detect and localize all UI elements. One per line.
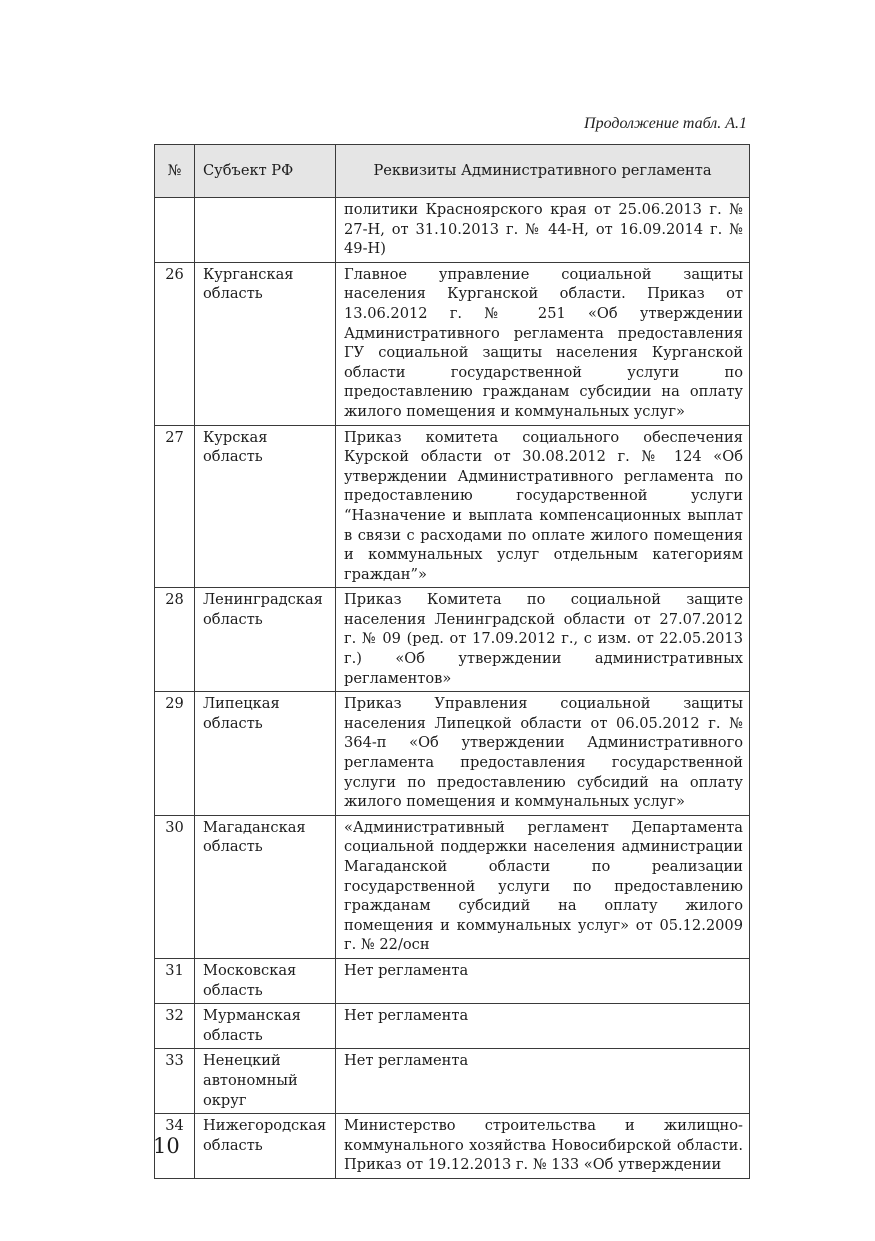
- row-number: 27: [155, 425, 195, 588]
- row-subject: Курская область: [195, 425, 336, 588]
- header-number: №: [155, 145, 195, 198]
- row-number: 33: [155, 1049, 195, 1114]
- row-requisites: Нет регламента: [336, 1004, 750, 1049]
- table-row: [155, 1049, 750, 1114]
- row-subject: Нижегородская область: [195, 1114, 336, 1179]
- row-subject: [195, 198, 336, 263]
- row-requisites: Приказ Комитета по социальной защите населения Ленинградской области от 27.07.2012 г. № 09 (ред. от 17.09.2012 г., с изм. от 22.05.2013 г.) «Об утверждении административных регламентов»: [336, 588, 750, 692]
- row-requisites: «Административный регламент Департамента социальной поддержки населения администрации Магаданской области по реализации государственной услуги по предоставлению гражданам субсидий на оплату жилого помещения и коммунальных услуг» от 05.12.2009 г. № 22/осн: [336, 815, 750, 958]
- row-number: 34: [155, 1114, 195, 1179]
- row-number: 29: [155, 692, 195, 816]
- row-number: 32: [155, 1004, 195, 1049]
- row-subject: Ненецкий автономный округ: [195, 1049, 336, 1114]
- row-requisites: Главное управление социальной защиты населения Курганской области. Приказ от 13.06.2012 г. № 251 «Об утверждении Административного регламента предоставления ГУ социальной защиты населения Курганской области государственной услуги по предоставлению гражданам субсидии на оплату жилого помещения и коммунальных услуг»: [336, 262, 750, 425]
- table-row: [155, 262, 750, 425]
- row-number: [155, 198, 195, 263]
- row-number: 31: [155, 958, 195, 1003]
- table-caption: Продолжение табл. А.1: [584, 115, 747, 132]
- page-number: 10: [153, 1134, 180, 1158]
- table-row: [155, 1114, 750, 1179]
- row-requisites: Нет регламента: [336, 1049, 750, 1114]
- header-requisites: Реквизиты Административного регламента: [336, 145, 750, 198]
- row-subject: Московская область: [195, 958, 336, 1003]
- row-requisites: Приказ комитета социального обеспечения Курской области от 30.08.2012 г. № 124 «Об утверждении Административного регламента по предоставлению государственной услуги “Назначение и выплата компенсационных выплат в связи с расходами по оплате жилого помещения и коммунальных услуг отдельным категориям граждан”»: [336, 425, 750, 588]
- row-subject: Ленинградская область: [195, 588, 336, 692]
- table-row: [155, 815, 750, 958]
- table-row: [155, 588, 750, 692]
- row-number: 28: [155, 588, 195, 692]
- row-requisites: Нет регламента: [336, 958, 750, 1003]
- row-subject: Магаданская область: [195, 815, 336, 958]
- table-row: [155, 958, 750, 1003]
- header-subject: Субъект РФ: [195, 145, 336, 198]
- row-requisites: Министерство строительства и жилищно-коммунального хозяйства Новосибирской области. Приказ от 19.12.2013 г. № 133 «Об утверждении: [336, 1114, 750, 1179]
- row-requisites: Приказ Управления социальной защиты населения Липецкой области от 06.05.2012 г. № 364-п «Об утверждении Административного регламента предоставления государственной услуги по предоставлению субсидий на оплату жилого помещения и коммунальных услуг»: [336, 692, 750, 816]
- row-requisites: политики Красноярского края от 25.06.2013 г. № 27-Н, от 31.10.2013 г. № 44-Н, от 16.09.2014 г. № 49-Н): [336, 198, 750, 263]
- table-header-row: [155, 145, 750, 198]
- row-subject: Мурманская область: [195, 1004, 336, 1049]
- regulations-table: [154, 144, 750, 1179]
- table-header: [155, 145, 750, 198]
- row-number: 30: [155, 815, 195, 958]
- row-number: 26: [155, 262, 195, 425]
- row-subject: Липецкая область: [195, 692, 336, 816]
- table-body: [155, 198, 750, 1179]
- table-row: [155, 692, 750, 816]
- table-row: [155, 425, 750, 588]
- table-row: [155, 1004, 750, 1049]
- row-subject: Курганская область: [195, 262, 336, 425]
- table-row: [155, 198, 750, 263]
